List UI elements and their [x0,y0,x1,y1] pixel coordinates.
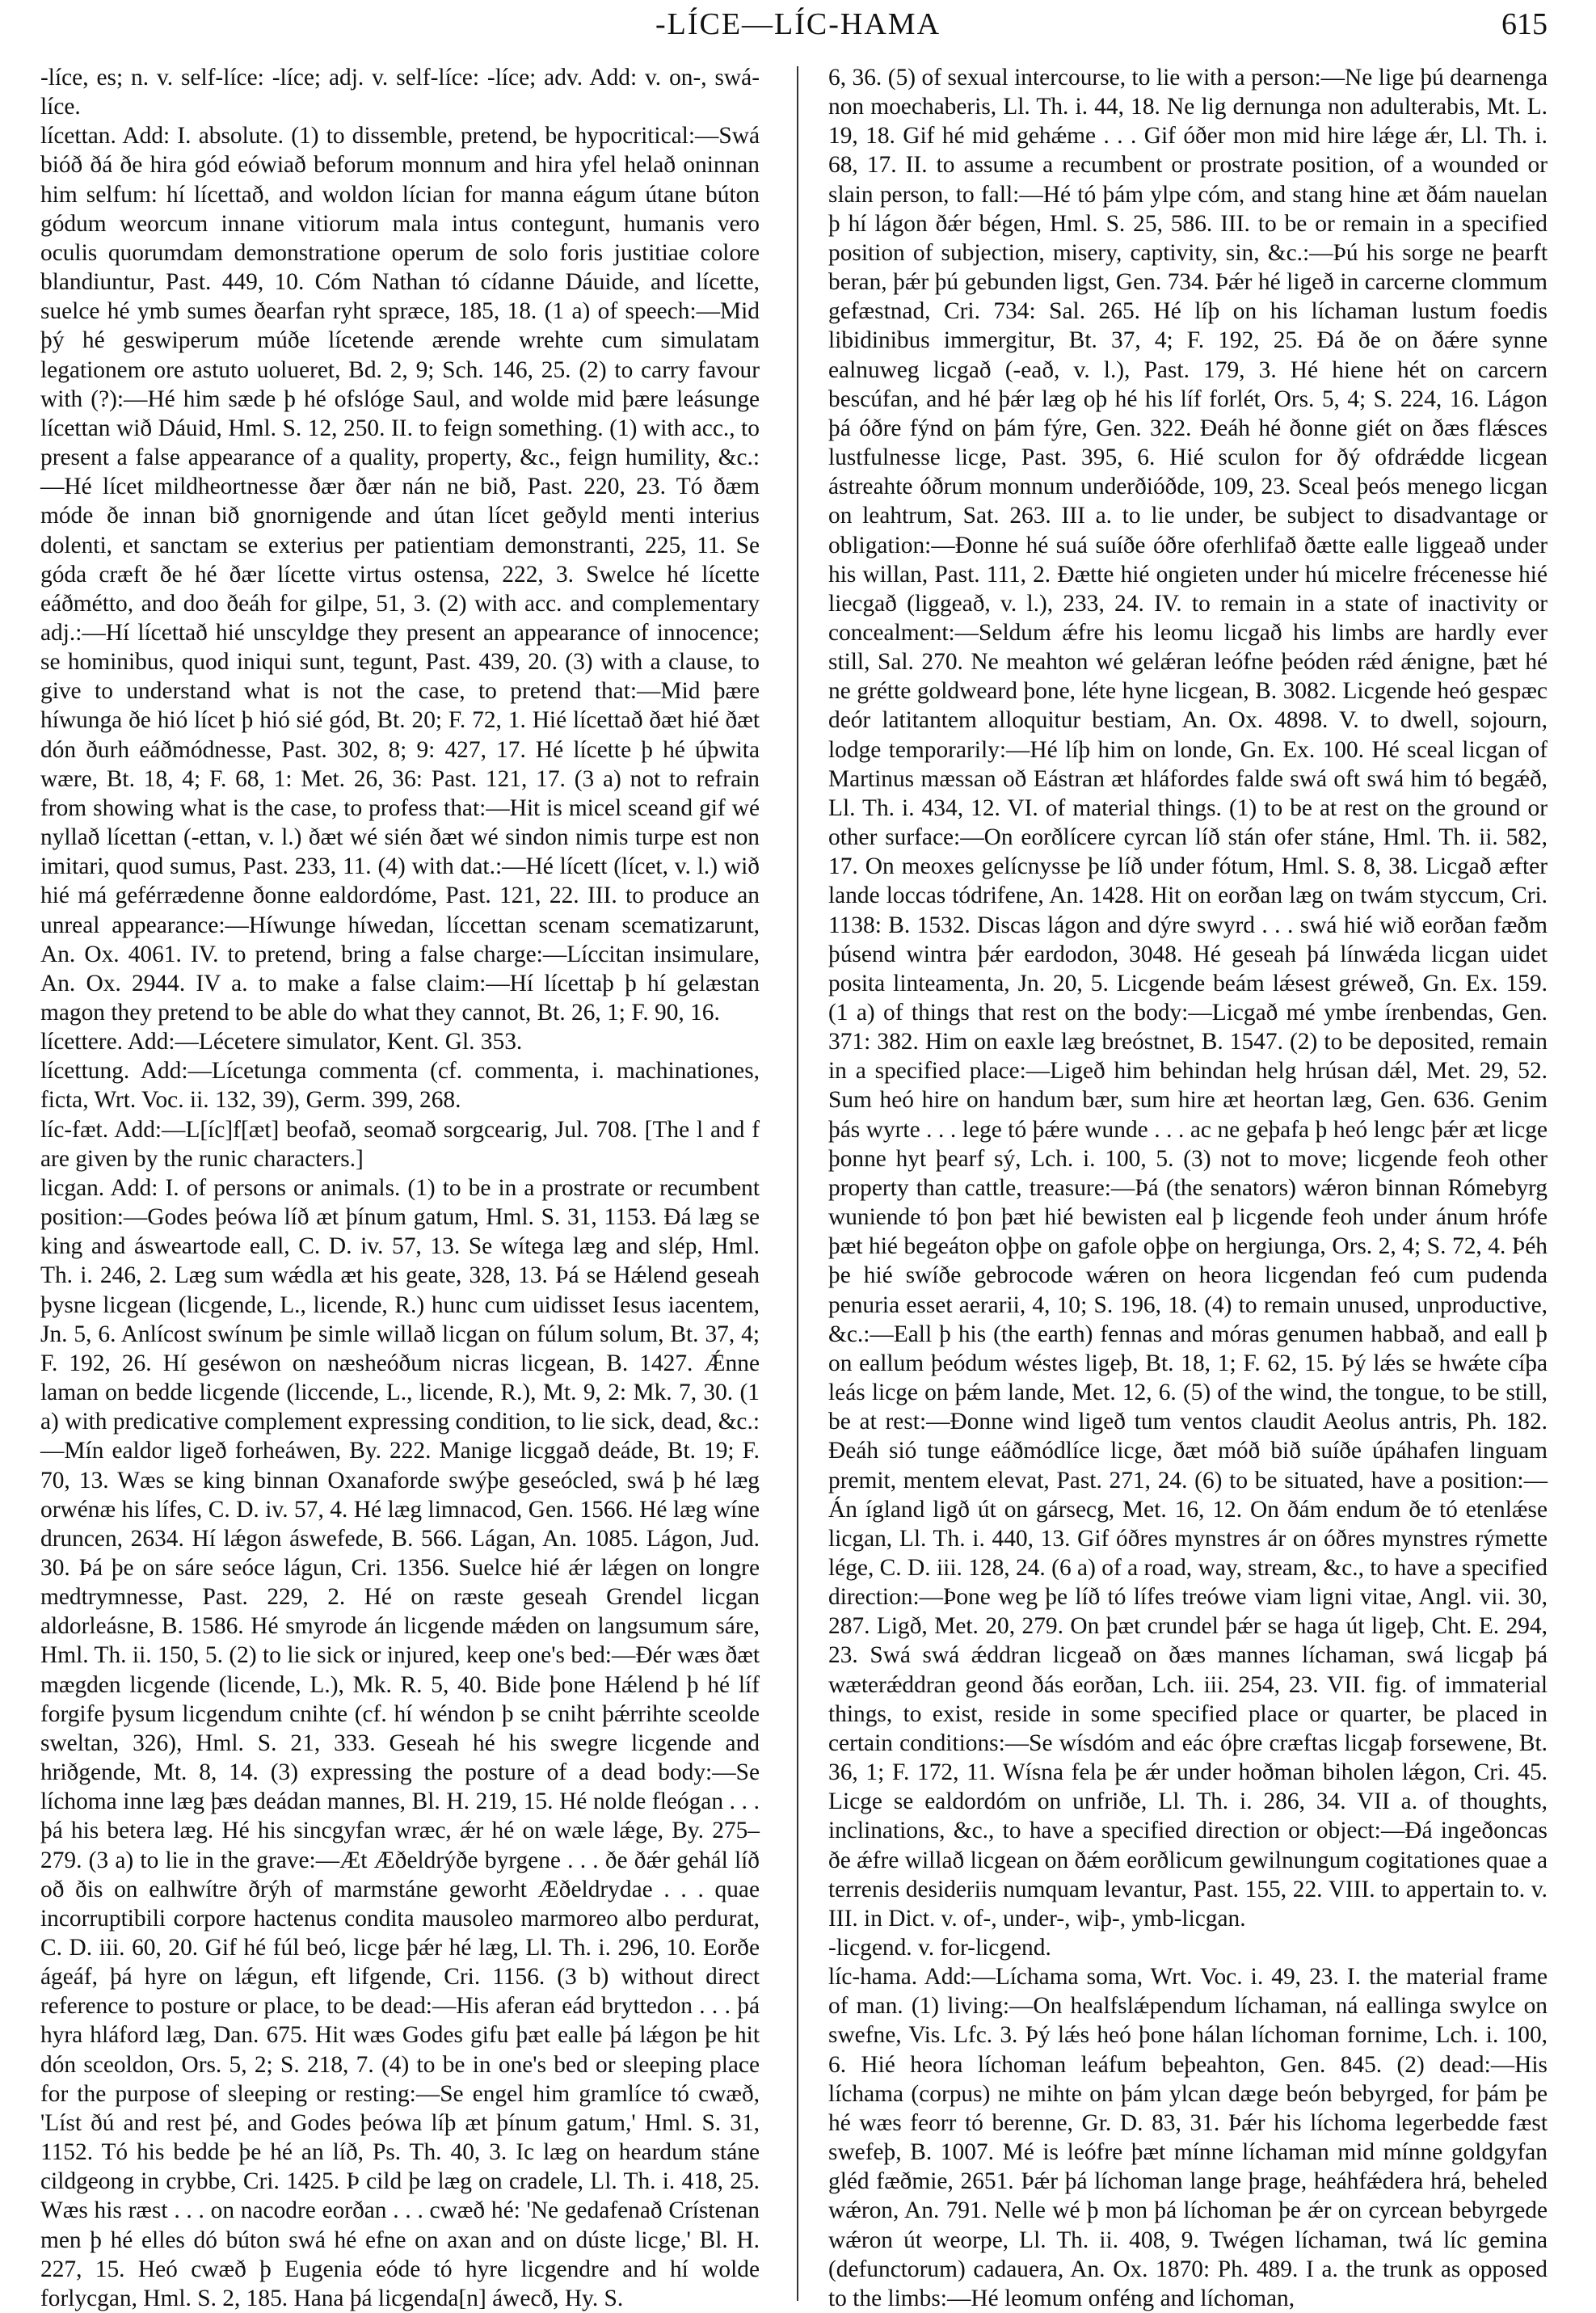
entry-lic-hama: líc-hama. Add:—Líchama soma, Wrt. Voc. i. 49, 23. I. the material frame of man. (1) living:—On healfslǽpendum líchaman, ná eallinga swylce on swefne, Vis. Lfc. 3. Þý lǽs heó þone hálan líchoman fornime, Lch. i. 100, 6. Hié heora líchoman leáfum beþeahton, Gen. 845. (2) dead:—His líchama (corpus) ne mihte on þám ylcan dæge beón bebyrged, for þám þe hé wæs feorr tó berenne, Gr. D. 83, 31. Þǽr his líchoma legerbedde fæst swefeþ, B. 1007. Mé is leófre þæt mínne líchaman mid mínne goldgyfan gléd fæðmie, 2651. Þǽr þá líchoman lange þrage, heáhfǽdera hrá, beheled wǽron, An. 791. Nelle wé þ mon þá líchoman þe ǽr on cyrcean bebyrgede wǽron út weorpe, Ll. Th. ii. 408, 9. Twégen líchaman, twá líc gemina (defunctorum) cadauera, An. Ox. 1870: Ph. 489. I a. the trunk as opposed to the limbs:—Hé leomum onféng and líchoman, [828,1964,1548,2311]
entry-lice: -líce, es; n. v. self-líce: -líce; adj. v. self-líce: -líce; adv. Add: v. on-, swá-líce. [40,65,760,120]
column-divider [797,66,798,2301]
entry-licgan: licgan. Add: I. of persons or animals. (1) to be in a prostrate or recumbent position:—Godes þeówa líð æt þínum gatum, Hml. S. 31, 1153. Ðá læg se king and ásweartode eall, C. D. iv. 57, 13. Se wítega læg and slép, Hml. Th. i. 246, 2. Læg sum wǽdla æt his geate, 328, 13. Þá se Hǽlend geseah þysne licgean (licgende, L., licende, R.) hunc cum uidisset Iesus iacentem, Jn. 5, 6. Anlícost swínum þe simle willað licgan on fúlum solum, Bt. 37, 4; F. 192, 26. Hí geséwon on næsheóðum nicras licgean, B. 1427. Ǽnne laman on bedde licgende (liccende, L., licende, R.), Mt. 9, 2: Mk. 7, 30. (1 a) with predicative complement expressing condition, to lie sick, dead, &c.:—Mín ealdor ligeð forheáwen, By. 222. Manige licggað deáde, Bt. 19; F. 70, 13. Wæs se king binnan Oxanaforde swýþe geseócled, swá þ hé læg orwénæ his lífes, C. D. iv. 57, 4. Hé læg limnacod, Gen. 1566. Hé læg wíne druncen, 2634. Hí lǽgon áswefede, B. 566. Lágan, An. 1085. Lágon, Jud. 30. Þá þe on sáre seóce lágun, Cri. 1356. Suelce hié ǽr lǽgen on longre medtrymnesse, Past. 229, 2. Hé on ræste geseah Grendel licgan aldorleásne, B. 1586. Hé smyrode án licgende mǽden on langsumum sáre, Hml. Th. ii. 150, 5. (2) to lie sick or injured, keep one's bed:—Ðér wæs ðæt mægden licgende (licende, L.), Mk. R. 5, 40. Bide þone Hǽlend þ hé líf forgife þysum licgendum cnihte (cf. hí wéndon þ se cniht þǽrrihte sceolde sweltan, 326), Hml. S. 21, 333. Geseah hé his swegre licgende and hriðgende, Mt. 8, 14. (3) expressing the posture of a dead body:—Se líchoma inne læg þæs deádan mannes, Bl. H. 219, 15. Hé nolde fleógan . . . þá his betera læg. Hé his sincgyfan wræc, ǽr hé on wæle lǽge, By. 275–279. (3 a) to lie in the grave:—Æt Æðeldrýðe byrgene . . . ðe ðǽr gehál líð oð ðis on ealhwítre ðrýh of marmstáne geworht Æðeldrydae . . . quae incorruptibili corpore hactenus condita mausoleo marmoreo albo perdurat, C. D. iii. 60, 20. Gif hé fúl beó, licge þǽr hé læg, Ll. Th. i. 296, 10. Eorðe ágeáf, þá hyre on lǽgun, eft lifgende, Cri. 1156. (3 b) without direct reference to posture or place, to be dead:—His aferan eád bryttedon . . . þá hyra hláford læg, Dan. 675. Hit wæs Godes gifu þæt ealle þá lǽgon þe hit dón sceoldon, Ors. 5, 2; S. 218, 7. (4) to be in one's bed or sleeping place for the purpose of sleeping or resting:—Se engel him gramlíce tó cwæð, 'Líst ðú and rest þé, and Godes þeówa líþ æt þínum gatum,' Hml. S. 31, 1152. Tó his bedde þe hé an líð, Ps. Th. 40, 3. Ic læg on heardum stáne cildgeong in crybbe, Cri. 1425. Þ cild þe læg on cradele, Ll. Th. i. 418, 25. Wæs his ræst . . . on nacodre eorðan . . . cwæð hé: 'Ne gedafenað Crístenan men þ hé elles dó búton swá hé efne on axan and on dúste licge,' Bl. H. 227, 15. Heó cwæð þ Eugenia eóde tó hyre licgendre and hí wolde forlycgan, Hml. S. 2, 185. Hana þá licgenda[n] áwecð, Hy. S. [40,1174,760,2311]
entry-licettung: lícettung. Add:—Lícetunga commenta (cf. commenta, i. machinationes, ficta, Wrt. Voc. ii. 132, 39), Germ. 399, 268. [40,1058,760,1114]
page-number: 615 [1501,7,1548,41]
entry-licgend: -licgend. v. for-licgend. [828,1935,1051,1961]
left-column [40,63,760,2311]
entry-licgan-continued: 6, 36. (5) of sexual intercourse, to lie with a person:—Ne lige þú dearnenga non moechaberis, Ll. Th. i. 44, 18. Ne lig dernunga non adulterabis, Mt. L. 19, 18. Gif hé mid gehǽme . . . Gif óðer mon mid hire lǽge ǽr, Ll. Th. i. 68, 17. II. to assume a recumbent or prostrate position, of a wounded or slain person, to fall:—Hé tó þám ylpe cóm, and stang hine æt ðám nauelan þ hí lágon ðǽr bégen, Hml. S. 25, 586. III. to be or remain in a specified position of subjection, misery, captivity, sin, &c.:—Þú his sorge ne þearft beran, þǽr þú gebunden ligst, Gen. 734. Þǽr hé ligeð in carcerne clommum gefæstnad, Cri. 734: Sal. 265. Hé líþ on his líchaman lustum foedis libidinibus immergitur, Bt. 37, 4; F. 192, 25. Ðá ðe on ðǽre synne ealnuweg licgað (-eað, v. l.), Past. 179, 3. Hé hiene hét on carcern bescúfan, and hé þǽr læg oþ hé his líf forlét, Ors. 5, 4; S. 224, 16. Lágon þá óðre fýnd on þám fýre, Gen. 322. Ðeáh hé ðonne giét on ðæs flǽsces lustfulnesse licge, Past. 395, 6. Hié sculon for ðý ofdrǽdde licgean ástreahte óðrum monnum underðióðde, 109, 23. Sceal þeós menego licgan on leahtrum, Sat. 263. III a. to lie under, be subject to disadvantage or obligation:—Ðonne hé suá suíðe óðre oferhlifað ðætte ealle liggeað under his willan, Past. 111, 2. Ðætte hié ongieten under hú micelre frécenesse hié liecgað (liggeað, v. l.), 233, 24. IV. to remain in a state of inactivity or concealment:—Seldum ǽfre his leomu licgað his limbs are hardly ever still, Sal. 270. Ne meahton wé gelǽran leófne þeóden rǽd ǽnigne, þæt hé ne grétte goldweard þone, léte hyne licgean, B. 3082. Licgende heó gespæc deór latitantem alloquitur bestiam, An. Ox. 4898. V. to dwell, sojourn, lodge temporarily:—Hé líþ him on londe, Gn. Ex. 100. Hé sceal licgan of Martinus mæssan oð Eástran æt hláfordes falde swá oft swá him tó begǽð, Ll. Th. i. 434, 12. VI. of material things. (1) to be at rest on the ground or other surface:—On eorðlícere cyrcan líð stán ofer stáne, Hml. Th. ii. 582, 17. On meoxes gelícnysse þe líð under fótum, Hml. S. 8, 38. Licgað æfter lande loccas tódrifene, An. 1428. Hit on eorðan læg on twám styccum, Cri. 1138: B. 1532. Discas lágon and dýre swyrd . . . swá hié wið eorðan fæðm þúsend wintra þǽr eardodon, 3048. Hé geseah þá línwǽda licgan uidet posita linteamenta, Jn. 20, 5. Licgende beám lǽsest gréweð, Gn. Ex. 159. (1 a) of things that rest on the body:—Licgað mé ymbe írenbendas, Gen. 371: 382. Him on eaxle læg breóstnet, B. 1547. (2) to be deposited, remain in a specified place:—Ligeð him behindan helg hrúsan dǽl, Met. 29, 52. Sum heó hire on handum bær, sum hire æt heortan læg, Gen. 636. Genim þás wyrte . . . lege tó þǽre wunde . . . ac ne geþafa þ heó lengc þǽr æt licge þonne hyt þearf sý, Lch. i. 100, 5. (3) not to move; licgende feoh other property than cattle, treasure:—Þá (the senators) wǽron binnan Rómebyrg wuniende tó þon þæt hié bewisten eal þ licgende feoh under ánum hrófe þæt hié begeáton oþþe on gafole oþþe on hergiunga, Ors. 2, 4; S. 72, 4. Þéh þe hié swíðe gebrocode wǽren on heora licgendan feó cum pudenda penuria esset aerarii, 4, 10; S. 196, 18. (4) to remain unused, unproductive, &c.:—Eall þ his (the earth) fennas and móras genumen habbað, and eall þ on eallum þeódum wéstes ligeþ, Bt. 18, 1; F. 62, 15. Þý lǽs se hwǽte cíþa leás licge on þǽm lande, Met. 12, 6. (5) of the wind, the tongue, to be still, be at rest:—Ðonne wind ligeð tum ventos claudit Aeolus antris, Ph. 182. Ðeáh sió tunge eáðmódlíce licge, ðæt móð bið suíðe úpáhafen linguam premit, mentem elevat, Past. 271, 24. (6) to be situated, have a position:—Án ígland ligð út on gársecg, Met. 16, 12. On ðám endum ðe tó etenlǽse licgan, Ll. Th. i. 440, 13. Gif óðres mynstres ár on óðres mynstres rýmette lége, C. D. iii. 128, 24. (6 a) of a road, way, stream, &c., to have a specified direction:—Þone weg þe líð tó lífes treówe viam ligni vitae, Angl. vii. 30, 287. Ligð, Met. 20, 279. On þæt crundel þǽr se haga út ligeþ, Cht. E. 294, 23. Swá swá ǽddran licgeað on ðæs mannes líchaman, swá licgaþ þá wæterǽddran geond ðás eorðan, Lch. iii. 254, 23. VII. fig. of immaterial things, to exist, reside in some specified place or quarter, be placed in certain conditions:—Se wísdóm and eác óþre cræftas licgaþ forsewene, Bt. 36, 1; F. 172, 11. Wísna fela þe ǽr under hoðman biholen lǽgon, Cri. 45. Licge se ealdordóm on unfriðe, Ll. Th. i. 286, 34. VII a. of thoughts, inclinations, &c., to have a specified direction or object:—Ðá ingeðoncas ðe ǽfre willað licgean on ðǽm eorðlicum gewilnungum cogitationes quae a terrenis desideriis numquam levantur, Past. 155, 22. VIII. to appertain to. v. III. in Dict. v. of-, under-, wiþ-, ymb-licgan. [828,65,1548,1932]
running-head: -LÍCE—LÍC-HAMA [655,7,941,41]
right-column [828,63,1548,2311]
entry-licettere: lícettere. Add:—Lécetere simulator, Kent. Gl. 353. [40,1029,523,1055]
entry-licettan: lícettan. Add: I. absolute. (1) to dissemble, pretend, be hypocritical:—Swá bióð ðá ðe hira gód eówiað beforum monnum and hira yfel helað oninnan him selfum: hí lícettað, and woldon lícian for manna eágum útane búton gódum weorcum innane vitiorum mala intus contegunt, humanis vero oculis quorumdam demonstratione operum de solo foris justitiae colore blandiuntur, Past. 449, 10. Cóm Nathan tó cídanne Dáuide, and lícette, suelce hé ymb sumes ðearfan ryht spræce, 185, 18. (1 a) of speech:—Mid þý hé geswiperum múðe lícetende ærende wrehte cum simulatam legationem ore astuto uolueret, Bd. 2, 9; Sch. 146, 25. (2) to carry favour with (?):—Hé him sæde þ hé ofslóge Saul, and wolde mid þære leásunge lícettan wið Dáuid, Hml. S. 12, 250. II. to feign something. (1) with acc., to present a false appearance of a quality, property, &c., feign humility, &c.:—Hé lícet mildheortnesse ðær ðær nán ne bið, Past. 220, 23. Tó ðæm móde ðe innan bið gnornigende and útan lícet geðyld menti interius dolenti, et sanctam se exterius per patientiam demonstranti, 225, 11. Se góda cræft ðe hé ðær lícette virtus ostensa, 222, 3. Swelce hé lícette eáðmétto, and doo ðeáh for gilpe, 51, 3. (2) with acc. and complementary adj.:—Hí lícettað hié unscyldge they present an appearance of innocence; se hominibus, quod iniqui sunt, tegunt, Past. 439, 20. (3) with a clause, to give to understand what is not the case, to pretend that:—Mid þære híwunga ðe hió lícet þ hió sié gód, Bt. 20; F. 72, 1. Hié lícettað ðæt hié ðæt dón ðurh eáðmódnesse, Past. 302, 8; 9: 427, 17. Hé lícette þ hé úþwita wære, Bt. 18, 4; F. 68, 1: Met. 26, 36: Past. 121, 17. (3 a) not to refrain from showing what is the case, to profess that:—Hit is micel sceand gif wé nyllað lícettan (-ettan, v. l.) ðæt wé sién ðæt wé sindon nimis turpe est non imitari, quod sumus, Past. 233, 11. (4) with dat.:—Hé lícett (lícet, v. l.) wið hié má geférrædenne ðonne ealdordóme, Past. 121, 22. III. to produce an unreal appearance:—Híwunge híwedan, líccettan scenam scematizarunt, An. Ox. 4061. IV. to pretend, bring a false charge:—Líccitan insimulare, An. Ox. 2944. IV a. to make a false claim:—Hí lícettaþ þ hí gelæstan magon they pretend to be able do what they cannot, Bt. 26, 1; F. 90, 16. [40,123,760,1026]
entry-lic-faet: líc-fæt. Add:—L[íc]f[æt] beofað, seomað sorgcearig, Jul. 708. [The l and f are given by the runic characters.] [40,1116,760,1172]
page-header [48,6,1548,53]
